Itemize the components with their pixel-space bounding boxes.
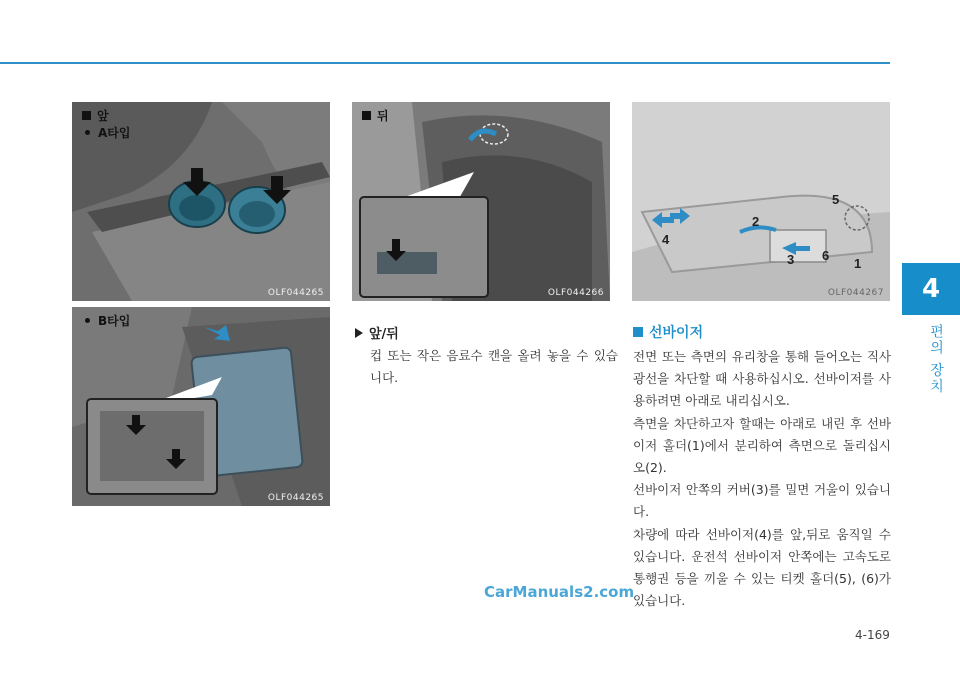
photo-label-section: 뒤 — [362, 107, 389, 124]
photo-label-section: 앞 — [82, 107, 109, 124]
sunvisor-paragraph: 전면 또는 측면의 유리창을 통해 들어오는 직사광선을 차단할 때 사용하십시오. 선바이저를 사용하려면 아래로 내리십시오. — [633, 349, 891, 409]
photo-code: OLF044267 — [827, 288, 884, 298]
chapter-tab — [902, 263, 960, 315]
cupholder-heading: 앞/뒤 — [355, 323, 399, 342]
page-number: 4-169 — [855, 628, 890, 642]
callout-5: 5 — [832, 192, 840, 207]
sunvisor-paragraph: 측면을 차단하고자 할때는 아래로 내린 후 선바이저 홀더(1)에서 분리하여 측면으로 돌리십시오(2). — [633, 415, 891, 476]
sunvisor-paragraph: 선바이저 안쪽의 커버(3)를 밀면 거울이 있습니다. — [633, 482, 891, 520]
rear-armrest-illustration — [352, 102, 610, 301]
header-rule — [0, 62, 890, 64]
photo-code: OLF044265 — [267, 493, 324, 503]
callout-4: 4 — [662, 232, 670, 247]
watermark-link[interactable]: CarManuals2.com — [484, 583, 635, 601]
photo-label-type: B타입 — [82, 312, 130, 329]
sunvisor-illustration — [632, 102, 890, 301]
chapter-number: 4 — [921, 274, 941, 304]
photo-sunvisor — [632, 102, 890, 301]
callout-6: 6 — [822, 248, 830, 263]
callout-2: 2 — [752, 214, 760, 229]
square-bullet-icon — [633, 327, 643, 337]
sunvisor-heading: 선바이저 — [633, 322, 703, 342]
photo-front-a — [72, 102, 330, 301]
photo-front-b — [72, 307, 330, 506]
callout-1: 1 — [854, 256, 862, 271]
photo-code: OLF044266 — [547, 288, 604, 298]
triangle-bullet-icon — [355, 328, 363, 338]
chapter-title: 편의 장치 — [928, 324, 944, 395]
photo-rear — [352, 102, 610, 301]
sunvisor-paragraph: 차량에 따라 선바이저(4)를 앞,뒤로 움직일 수 있습니다. 운전석 선바이저 안쪽에는 고속도로 통행권 등을 끼울 수 있는 티켓 홀더(5), (6)가 있습니다. — [633, 526, 891, 609]
cupholder-body: 컵 또는 작은 음료수 캔을 올려 놓을 수 있습니다. — [370, 348, 618, 385]
callout-3: 3 — [787, 252, 795, 267]
photo-label-type: A타입 — [82, 124, 130, 141]
photo-code: OLF044265 — [267, 288, 324, 298]
cupholder-b-illustration — [72, 307, 330, 506]
sunvisor-body — [633, 346, 891, 612]
